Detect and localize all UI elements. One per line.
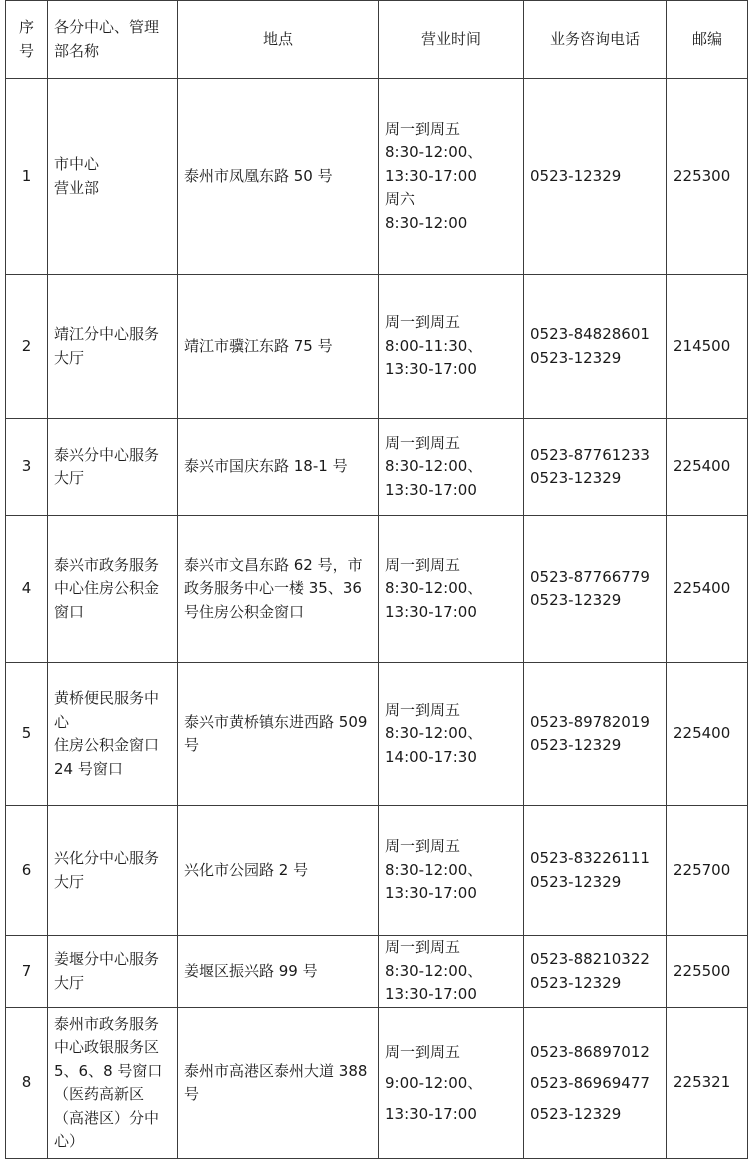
hours-line: 8:30-12:00、 [385, 724, 483, 743]
row-zip: 225400 [667, 663, 748, 806]
row-zip: 225321 [667, 1008, 748, 1159]
hours-line: 周一到周五 [385, 938, 461, 957]
header-hours: 营业时间 [379, 1, 524, 79]
row-address: 姜堰区振兴路 99 号 [178, 936, 379, 1008]
hours-line: 8:30-12:00、 [385, 860, 483, 879]
row-name [48, 516, 178, 663]
row-zip: 225700 [667, 806, 748, 936]
phone-number: 0523-12329 [530, 469, 622, 487]
row-name-line: 泰兴分中心服务大厅 [54, 445, 160, 487]
row-phone [524, 419, 667, 516]
header-seq: 序号 [6, 1, 48, 79]
hours-line: 周一到周五 [385, 555, 461, 574]
hours-line: 13:30-17:00 [385, 166, 477, 185]
header-phone: 业务咨询电话 [524, 1, 667, 79]
row-name-line: 住房公积金窗口 24 号窗口 [54, 736, 160, 778]
phone-number: 0523-86969477 [530, 1073, 650, 1092]
row-name [48, 936, 178, 1008]
row-zip: 225500 [667, 936, 748, 1008]
hours-line: 14:00-17:30 [385, 747, 477, 766]
row-name [48, 806, 178, 936]
phone-number: 0523-12329 [530, 591, 622, 609]
phone-number: 0523-88210322 [530, 950, 650, 968]
phone-number: 0523-87766779 [530, 567, 650, 586]
table-row [6, 806, 748, 936]
row-name-line: 泰兴市政务服务中心住房公积金窗口 [54, 555, 160, 621]
row-phone [524, 516, 667, 663]
header-row [6, 1, 748, 79]
row-name-line: 营业部 [54, 178, 100, 197]
phone-number: 0523-83226111 [530, 849, 650, 867]
row-name [48, 1008, 178, 1159]
row-zip: 225300 [667, 79, 748, 275]
hours-line: 8:30-12:00、 [385, 579, 483, 598]
row-hours [379, 806, 524, 936]
row-address: 泰兴市黄桥镇东进西路 509 号 [178, 663, 379, 806]
table-row [6, 275, 748, 419]
row-address: 靖江市骥江东路 75 号 [178, 275, 379, 419]
table-row [6, 419, 748, 516]
row-zip: 214500 [667, 275, 748, 419]
row-hours [379, 419, 524, 516]
row-seq: 8 [6, 1008, 48, 1159]
phone-number: 0523-84828601 [530, 325, 650, 343]
hours-line: 周一到周五 [385, 433, 461, 452]
row-name-line: 市中心 [54, 155, 100, 173]
hours-line: 周一到周五 [385, 1042, 461, 1061]
header-zip: 邮编 [667, 1, 748, 79]
row-name-line: 黄桥便民服务中心 [54, 689, 160, 731]
row-phone [524, 936, 667, 1008]
row-address: 泰兴市文昌东路 62 号，市政务服务中心一楼 35、36 号住房公积金窗口 [178, 516, 379, 663]
row-seq: 3 [6, 419, 48, 516]
row-seq: 2 [6, 275, 48, 419]
row-name [48, 275, 178, 419]
row-hours [379, 663, 524, 806]
row-name [48, 663, 178, 806]
row-phone [524, 275, 667, 419]
row-seq: 1 [6, 79, 48, 275]
phone-number: 0523-12329 [530, 1104, 622, 1123]
hours-line: 13:30-17:00 [385, 985, 477, 1004]
row-phone [524, 79, 667, 275]
row-phone [524, 663, 667, 806]
hours-line: 8:30-12:00 [385, 213, 468, 232]
service-center-table [5, 0, 748, 1159]
hours-line: 9:00-12:00、 [385, 1073, 483, 1092]
hours-line: 13:30-17:00 [385, 1104, 477, 1123]
hours-line: 8:30-12:00、 [385, 143, 483, 162]
header-address: 地点 [178, 1, 379, 79]
row-hours [379, 1008, 524, 1159]
row-name-line: 兴化分中心服务大厅 [54, 849, 160, 891]
row-hours [379, 936, 524, 1008]
row-hours [379, 79, 524, 275]
hours-line: 13:30-17:00 [385, 360, 477, 379]
row-address: 泰兴市国庆东路 18-1 号 [178, 419, 379, 516]
row-seq: 6 [6, 806, 48, 936]
row-address: 兴化市公园路 2 号 [178, 806, 379, 936]
table-row [6, 516, 748, 663]
hours-line: 13:30-17:00 [385, 480, 477, 499]
row-address: 泰州市凤凰东路 50 号 [178, 79, 379, 275]
hours-line: 13:30-17:00 [385, 602, 477, 621]
table-row [6, 936, 748, 1008]
row-zip: 225400 [667, 419, 748, 516]
phone-number: 0523-12329 [530, 166, 622, 185]
row-address: 泰州市高港区泰州大道 388 号 [178, 1008, 379, 1159]
hours-line: 周一到周五 [385, 700, 461, 719]
hours-line: 13:30-17:00 [385, 884, 477, 903]
hours-line: 周一到周五 [385, 119, 461, 138]
hours-line: 周一到周五 [385, 837, 461, 856]
table-row [6, 79, 748, 275]
row-phone [524, 1008, 667, 1159]
row-seq: 7 [6, 936, 48, 1008]
row-name-line: 泰州市政务服务中心政银服务区 5、6、8 号窗口（医药高新区（高港区）分中心） [54, 1014, 163, 1150]
phone-number: 0523-86897012 [530, 1042, 650, 1061]
row-name-line: 姜堰分中心服务大厅 [54, 950, 160, 992]
row-phone [524, 806, 667, 936]
hours-line: 8:30-12:00、 [385, 457, 483, 476]
row-seq: 5 [6, 663, 48, 806]
row-name [48, 419, 178, 516]
hours-line: 周六 [385, 190, 416, 209]
table-row [6, 663, 748, 806]
header-name: 各分中心、管理部名称 [48, 1, 178, 79]
row-name-line: 靖江分中心服务大厅 [54, 325, 160, 367]
phone-number: 0523-12329 [530, 973, 622, 992]
row-name [48, 79, 178, 275]
hours-line: 8:00-11:30、 [385, 336, 483, 355]
hours-line: 8:30-12:00、 [385, 961, 483, 980]
phone-number: 0523-12329 [530, 736, 622, 754]
phone-number: 0523-89782019 [530, 712, 650, 731]
phone-number: 0523-87761233 [530, 445, 650, 464]
phone-number: 0523-12329 [530, 872, 622, 891]
phone-number: 0523-12329 [530, 348, 622, 367]
row-seq: 4 [6, 516, 48, 663]
row-hours [379, 275, 524, 419]
table-row [6, 1008, 748, 1159]
row-hours [379, 516, 524, 663]
hours-line: 周一到周五 [385, 313, 461, 332]
row-zip: 225400 [667, 516, 748, 663]
